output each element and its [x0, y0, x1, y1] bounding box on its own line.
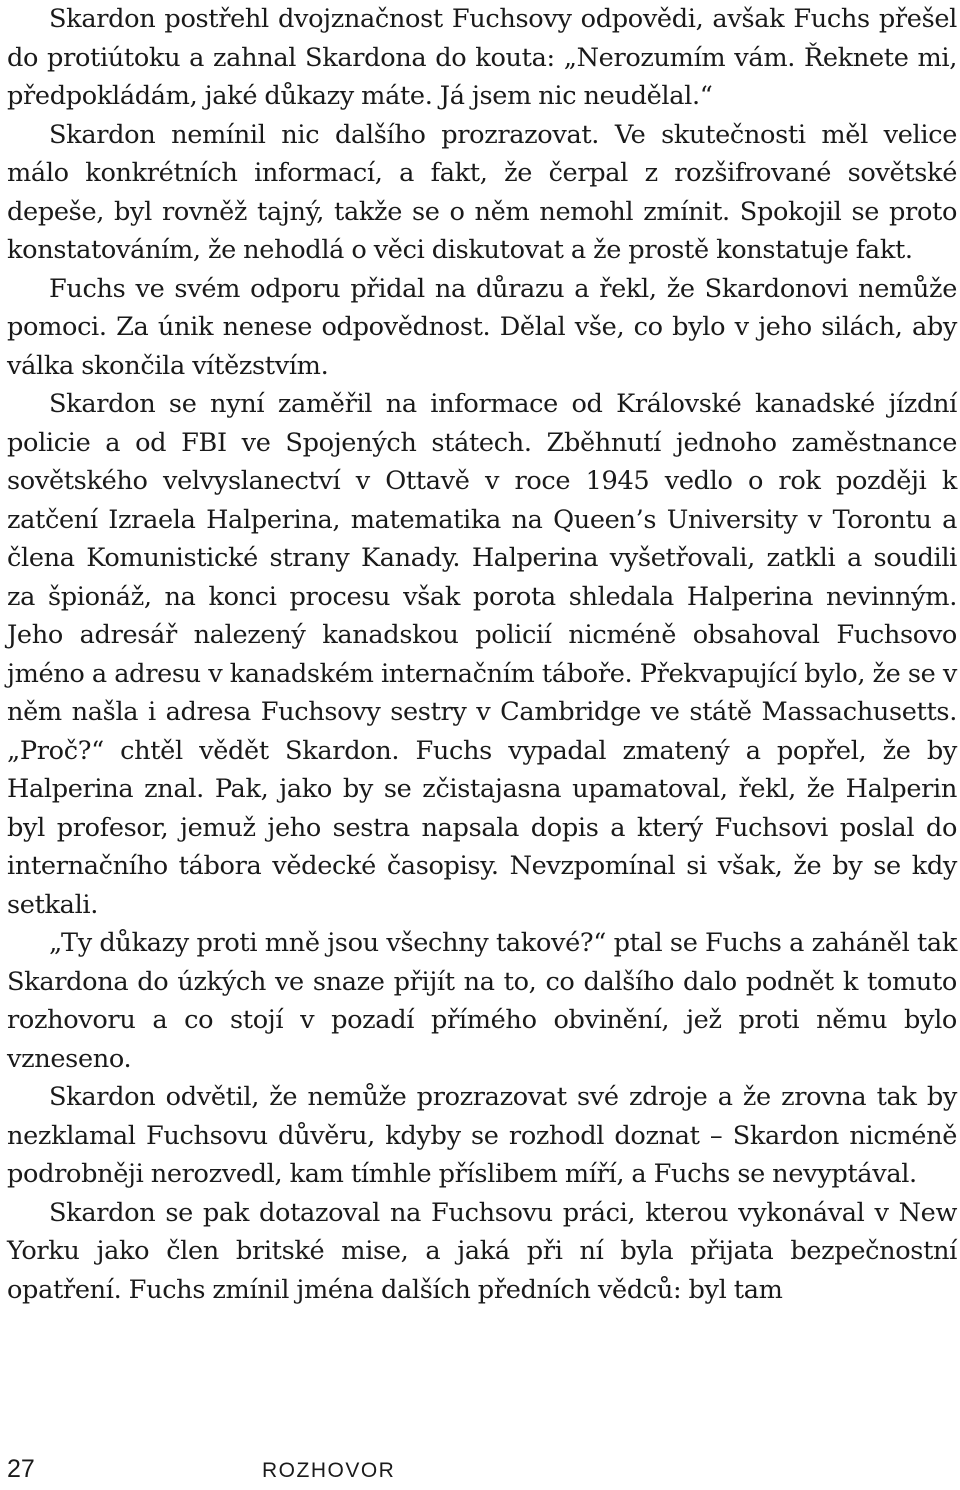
paragraph: „Ty důkazy proti mně jsou všechny takové?“ ptal se Fuchs a zaháněl tak Skardona do úzkých ve snaze přijít na to, co dalšího dalo podnět k tomuto rozhovoru a co stojí v pozadí přímého obvinění, jež proti němu bylo vzneseno.: [7, 928, 957, 1074]
page-footer: [7, 1455, 957, 1485]
page-number: 27: [7, 1455, 35, 1483]
book-page: [7, 0, 957, 1490]
body-text: [7, 0, 957, 1309]
paragraph: Skardon nemínil nic dalšího prozrazovat. Ve skutečnosti měl velice málo konkrétních informací, a fakt, že čerpal z rozšifrované sovětské depeše, byl rovněž tajný, takže se o něm nemohl zmínit. Spokojil se proto konstatováním, že nehodlá o věci diskutovat a že prostě konstatuje fakt.: [7, 119, 957, 265]
paragraph: Skardon odvětil, že nemůže prozrazovat své zdroje a že zrovna tak by nezklamal Fuchsovu důvěru, kdyby se rozhodl doznat – Skardon nicméně podrobněji nerozvedl, kam tímhle příslibem míří, a Fuchs se nevyptával.: [7, 1082, 957, 1189]
running-head: ROZHOVOR: [262, 1459, 396, 1482]
paragraph: Skardon se pak dotazoval na Fuchsovu práci, kterou vykonával v New Yorku jako člen britské mise, a jaká při ní byla přijata bezpečnostní opatření. Fuchs zmínil jména dalších předních vědců: byl tam: [7, 1197, 957, 1305]
paragraph: Skardon se nyní zaměřil na informace od Královské kanadské jízdní policie a od FBI ve Spojených státech. Zběhnutí jednoho zaměstnance sovětského velvyslanectví v Ottavě v roce 1945 vedlo o rok později k zatčení Izraela Halperina, matematika na Queen’s University v Torontu a člena Komunistické strany Kanady. Halperina vyšetřovali, zatkli a soudili za špionáž, na konci procesu však porota shledala Halperina nevinným. Jeho adresář nalezený kanadskou policií nicméně obsahoval Fuchsovo jméno a adresu v kanadském internačním táboře. Překvapující bylo, že se v něm našla i adresa Fuchsovy sestry v Cambridge ve státě Massachusetts. „Proč?“ chtěl vědět Skardon. Fuchs vypadal zmatený a popřel, že by Halperina znal. Pak, jako by se zčistajasna upamatoval, řekl, že Halperin byl profesor, jemuž jeho sestra napsala dopis a který Fuchsovi poslal do internačního tábora vědecké časopisy. Nevzpomínal si však, že by se kdy setkali.: [7, 389, 957, 920]
paragraph: Fuchs ve svém odporu přidal na důrazu a řekl, že Skardonovi nemůže pomoci. Za únik nenese odpovědnost. Dělal vše, co bylo v jeho silách, aby válka skončila vítězstvím.: [7, 273, 957, 381]
paragraph: Skardon postřehl dvojznačnost Fuchsovy odpovědi, avšak Fuchs přešel do protiútoku a zahnal Skardona do kouta: „Nerozumím vám. Řeknete mi, předpokládám, jaké důkazy máte. Já jsem nic neudělal.“: [7, 4, 957, 111]
